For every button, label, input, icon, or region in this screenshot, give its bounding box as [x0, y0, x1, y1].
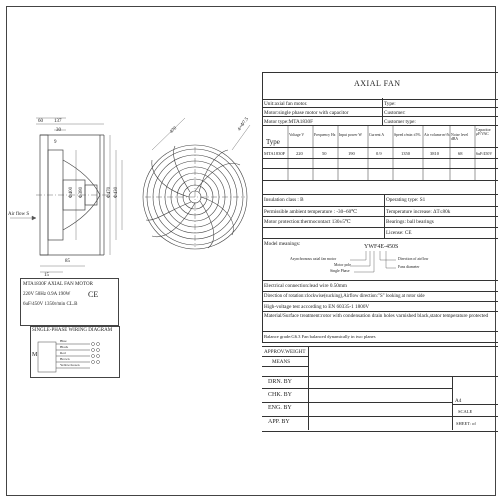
nameplate-line-2: 220V 50Hz 0.9A 190W: [23, 292, 71, 297]
airflow-label: Air flow S: [8, 212, 30, 217]
approvals-means-line: [262, 366, 308, 367]
approval-line-top: [262, 376, 498, 377]
header-capacitor: Capacitor μF/VAC: [476, 128, 491, 136]
meaning-single-phase: Single Phase: [330, 269, 350, 273]
value-air-volume: 3810: [430, 151, 439, 156]
insulation-class: Insulation class : B: [264, 197, 304, 203]
value-power: 190: [348, 151, 355, 156]
sheet-size: A4: [455, 398, 462, 404]
value-noise: 68: [458, 151, 463, 156]
wire-brown: Brown: [60, 357, 70, 361]
page-title: AXIAL FAN: [354, 79, 401, 88]
unit-line: Unit:axial fan motor.: [264, 101, 308, 107]
approval-line-1: [262, 388, 452, 389]
approvals-means: MEANS: [272, 359, 291, 365]
value-current: 0.9: [376, 151, 382, 156]
scale-label: SCALE: [458, 409, 473, 414]
customer-label: Customer:: [384, 110, 406, 116]
ce-mark: CE: [88, 290, 99, 299]
value-speed: 1350: [401, 151, 410, 156]
wiring-title: SINGLE-PHASE WIRING DIAGRAM: [32, 328, 113, 333]
temperature-increase: Temperature increase: ΔT≤80k: [386, 209, 451, 215]
value-voltage: 220: [296, 151, 303, 156]
approval-app: APP. BY: [268, 419, 290, 425]
dim-side-4: Φ380: [79, 186, 85, 199]
note-balance: Balance grade:G6.3 Fan balanced dynamically in two planes: [264, 334, 376, 339]
approvals-side-divider: [452, 376, 453, 430]
dim-top-1: 60: [38, 119, 43, 124]
bearings: Bearings: ball bearings: [386, 219, 434, 225]
header-current: Current A: [369, 133, 385, 137]
dim-bottom-1: 85: [65, 259, 70, 264]
motor-type-line: Motor type:MTA1830F: [264, 119, 314, 125]
note-material: Material/Surface treatment:rotor with condensation drain holes varnished black,stator temperature protected: [264, 313, 489, 319]
approvals-header-line: [262, 356, 308, 357]
dim-front-diameter: 470: [169, 126, 179, 135]
dim-top-2: 137: [54, 119, 62, 124]
approvals-header: APPROV.WEIGHT: [264, 349, 306, 355]
value-frequency: 50: [322, 151, 327, 156]
dim-side-1: Φ470: [107, 186, 113, 199]
header-air-volume: Air volume m³/h: [424, 133, 450, 137]
header-voltage: Voltage V: [289, 133, 305, 137]
header-noise: Noise level dBA: [451, 133, 469, 141]
wiring-motor-label: M: [32, 352, 38, 358]
approval-drn: DRN. BY: [268, 379, 293, 385]
header-power: Input power W: [339, 133, 362, 137]
nameplate-line-3: 6uF/450V 1350r/min CL.B: [23, 302, 78, 307]
header-type: Type: [266, 138, 280, 146]
sheet-label: SHEET: of: [456, 421, 476, 426]
dim-top-3: 30: [56, 128, 61, 133]
motor-protection: Motor protection:thermocontact 130±5℃: [264, 219, 351, 225]
approval-chk: CHK. BY: [268, 392, 293, 398]
operating-type: Operating type: S1: [386, 197, 426, 203]
dim-holes: 4×Φ7.5: [237, 116, 251, 133]
meaning-diameter: Fans diameter: [398, 265, 420, 269]
model-meanings-label: Model meanings:: [264, 241, 301, 247]
ambient-temperature: Permissible ambient temperature : -30~60℃: [264, 209, 358, 215]
dim-top-4: 9: [54, 140, 57, 145]
wire-blue: Blue: [60, 339, 67, 343]
license: License: CE: [386, 230, 412, 236]
model-code: YWF4E-450S: [364, 244, 399, 250]
customer-type-label: Customer type:: [384, 119, 416, 125]
value-capacitor: 6uF/450V: [476, 151, 493, 156]
motor-line: Motor:single phase motor with capacitor: [264, 110, 349, 116]
dim-side-2: Φ430: [114, 186, 120, 199]
value-type: MTA1830F: [264, 151, 286, 156]
note-rotation: Direction of rotation:clockwise(sucking),Airflow direction:"S" looking at rotor side: [264, 294, 425, 299]
header-frequency: Frequency Hz: [314, 133, 336, 137]
note-high-voltage: High-voltage test according to EN 60335-1 1800V: [264, 304, 370, 310]
side-line-2: [452, 416, 498, 417]
meaning-airflow: Direction of airflow: [398, 257, 429, 261]
wire-red: Red: [60, 351, 66, 355]
approval-eng: ENG. BY: [268, 405, 292, 411]
wire-black: Black: [60, 345, 69, 349]
approvals-block: [262, 346, 498, 432]
side-line-1: [452, 404, 498, 405]
approval-line-2: [262, 402, 452, 403]
approval-line-3: [262, 416, 452, 417]
meaning-asynchronous: Asynchronous axial fan motor: [290, 257, 337, 261]
note-electrical: Electrical connection:lead wire 0.50mm: [264, 283, 347, 289]
meaning-motor-pole: Motor pole: [334, 263, 351, 267]
header-speed: Speed r/min ±5%: [394, 133, 421, 137]
dim-side-3: Φ400: [69, 186, 75, 199]
dim-bottom-2: 15: [44, 273, 49, 278]
type-label: Type:: [384, 101, 396, 107]
nameplate-line-1: MTA1830F AXIAL FAN MOTOR: [23, 282, 93, 287]
wire-yellow-green: Yellow/Green: [60, 363, 80, 367]
